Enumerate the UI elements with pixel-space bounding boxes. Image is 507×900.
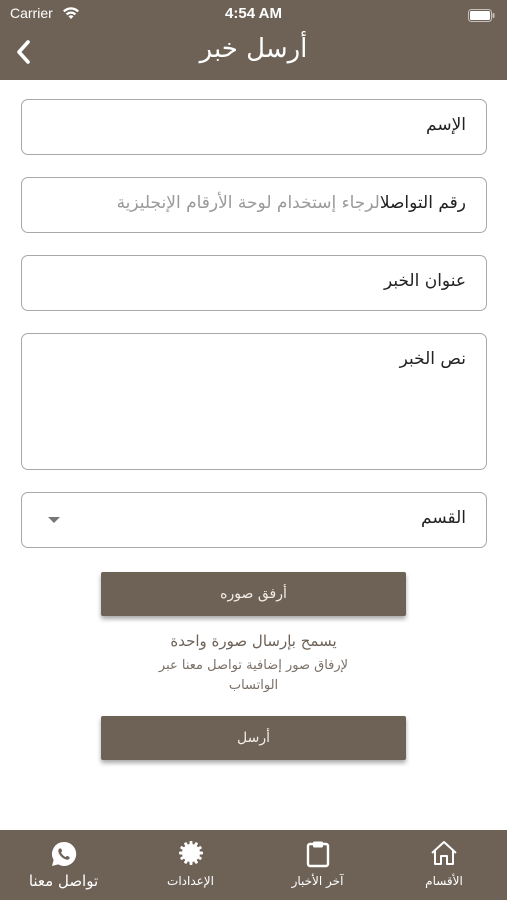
attach-image-button[interactable]: أرفق صوره [101, 572, 406, 616]
battery-icon [468, 7, 495, 26]
news-title-field[interactable] [21, 255, 487, 311]
settings-icon [178, 840, 204, 870]
phone-field[interactable] [21, 177, 487, 233]
home-icon [430, 840, 458, 870]
send-button[interactable]: أرسل [101, 716, 406, 760]
tab-sections[interactable] [381, 830, 507, 900]
tab-contact-us-label: تواصل معنا [28, 872, 99, 890]
name-field-label: الإسم [426, 115, 466, 135]
category-dropdown-label: القسم [421, 508, 466, 528]
news-title-field-label: عنوان الخبر [383, 271, 466, 291]
news-body-field-label: نص الخبر [399, 349, 466, 369]
tab-contact-us[interactable] [0, 830, 127, 900]
status-time: 4:54 AM [225, 5, 282, 22]
navigation-bar [0, 28, 507, 80]
dropdown-caret-icon [48, 517, 60, 523]
carrier-label: Carrier [10, 5, 53, 21]
category-dropdown[interactable] [21, 492, 487, 548]
phone-field-label: رقم التواصل [379, 193, 466, 213]
tab-settings[interactable] [127, 830, 254, 900]
name-field[interactable] [21, 99, 487, 155]
tab-sections-label: الأقسام [425, 874, 463, 888]
page-title: أرسل خبر [199, 34, 308, 64]
whatsapp-note-line-2: الواتساب [228, 678, 279, 693]
tab-settings-label: الإعدادات [167, 874, 214, 888]
phone-field-placeholder: الرجاء إستخدام لوحة الأرقام الإنجليزية [116, 193, 380, 213]
tab-latest-news[interactable] [254, 830, 381, 900]
clipboard-icon [306, 840, 330, 872]
whatsapp-icon [50, 840, 78, 872]
news-body-field[interactable] [21, 333, 487, 470]
status-bar [0, 0, 507, 28]
tab-bar [0, 830, 507, 900]
tab-latest-news-label: آخر الأخبار [291, 874, 344, 888]
whatsapp-note [100, 656, 407, 696]
single-image-note: يسمح بإرسال صورة واحدة [170, 632, 337, 650]
whatsapp-note-line-1: لإرفاق صور إضافية تواصل معنا عبر [158, 658, 349, 673]
